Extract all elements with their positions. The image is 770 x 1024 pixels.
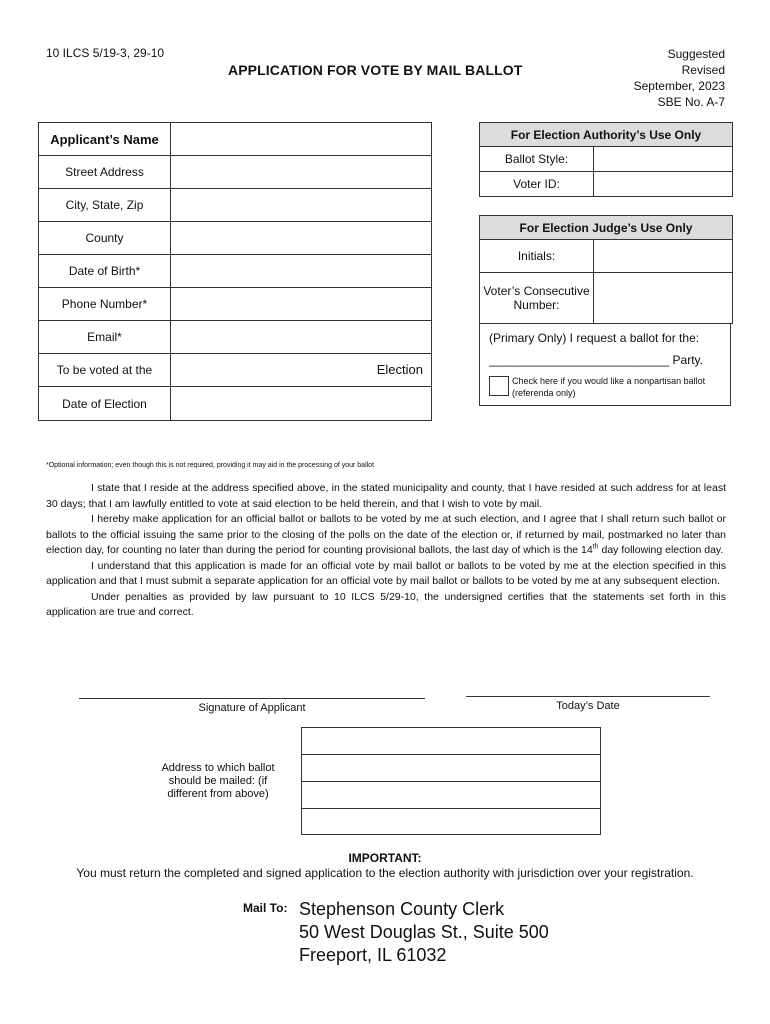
city-state-zip-row: [39, 189, 431, 222]
mailing-address-box: [301, 727, 601, 835]
form-revision-info: [634, 46, 725, 110]
mail-to-line: Freeport, IL 61032: [299, 945, 447, 965]
date-of-birth-row: [39, 255, 431, 288]
county-label: County: [39, 222, 171, 254]
phone-number-field[interactable]: [171, 288, 431, 320]
initials-row: [480, 240, 732, 273]
applicant-info-table: [38, 122, 432, 421]
nonpartisan-checkbox-label: Check here if you would like a nonpartisan ballot (referenda only): [512, 376, 706, 398]
election-judge-heading: For Election Judge’s Use Only: [480, 216, 732, 240]
mailing-address-line[interactable]: [302, 809, 600, 834]
date-of-election-row: [39, 387, 431, 420]
important-text: You must return the completed and signed application to the election authority with jurisdiction over your registration.: [76, 866, 694, 880]
applicant-name-label: Applicant’s Name: [39, 123, 171, 155]
mail-to-line: 50 West Douglas St., Suite 500: [299, 922, 549, 942]
election-suffix: Election: [376, 362, 423, 377]
statement-understanding: I understand that this application is made for an official vote by mail ballot or ballots to be voted by me at the election specified in this application and that I must submit a separate application for an official vote by mail ballot or ballots to be voted by me at any subsequent election.: [46, 559, 726, 587]
superscript-th: th: [592, 543, 599, 551]
consecutive-number-label: Voter’s Consecutive Number:: [480, 273, 594, 323]
form-title: APPLICATION FOR VOTE BY MAIL BALLOT: [228, 62, 523, 78]
primary-ballot-box: [479, 324, 731, 406]
phone-number-label: Phone Number*: [39, 288, 171, 320]
signature-line[interactable]: [79, 698, 425, 699]
phone-number-row: [39, 288, 431, 321]
statement-application-end: day following election day.: [598, 544, 724, 556]
statement-certification: Under penalties as provided by law pursuant to 10 ILCS 5/29-10, the undersigned certifies that the statements set forth in this application are true and correct.: [46, 590, 726, 618]
voter-id-row: [480, 172, 732, 196]
election-type-row: [39, 354, 431, 387]
mail-to-label: Mail To:: [243, 901, 288, 915]
revision-line: SBE No. A-7: [657, 95, 725, 109]
statute-reference: 10 ILCS 5/19-3, 29-10: [46, 46, 165, 60]
email-field[interactable]: [171, 321, 431, 353]
city-state-zip-label: City, State, Zip: [39, 189, 171, 221]
applicant-statements: [46, 481, 726, 621]
street-address-field[interactable]: [171, 156, 431, 188]
date-of-election-label: Date of Election: [39, 387, 171, 420]
voter-id-label: Voter ID:: [480, 172, 594, 196]
street-address-row: [39, 156, 431, 189]
date-of-election-field[interactable]: [171, 387, 431, 420]
signature-label: Signature of Applicant: [198, 702, 306, 714]
date-label: Today’s Date: [556, 700, 620, 712]
email-row: [39, 321, 431, 354]
mailing-address-line[interactable]: [302, 728, 600, 755]
election-authority-box: [479, 122, 733, 197]
statement-application-text: I hereby make application for an official ballot or ballots to be voted by me at such election, and I agree that I shall return such ballot or ballots to the official issuing the same prior to the closing of the polls on the date of the election or, if returned by mail, postmarked no later than election day, for counting no later than during the period for counting provisional ballots, the last day of which is the 14: [46, 513, 726, 556]
important-heading: IMPORTANT:: [348, 851, 422, 865]
nonpartisan-checkbox[interactable]: [489, 376, 509, 396]
primary-request-text: (Primary Only) I request a ballot for the:: [489, 331, 700, 345]
statement-residence: I state that I reside at the address specified above, in the stated municipality and county, that I have resided at such address for at least 30 days; that I am lawfully entitled to vote at said election to be held therein, and that I wish to vote by mail.: [46, 482, 726, 510]
revision-line: Suggested: [667, 47, 725, 61]
revision-line: Revised: [681, 63, 725, 77]
mailing-address-line[interactable]: [302, 782, 600, 809]
county-row: [39, 222, 431, 255]
election-judge-box: [479, 215, 733, 324]
county-field[interactable]: [171, 222, 431, 254]
date-of-birth-field[interactable]: [171, 255, 431, 287]
applicant-name-field[interactable]: [171, 123, 431, 155]
mail-to-line: Stephenson County Clerk: [299, 899, 505, 919]
city-state-zip-field[interactable]: [171, 189, 431, 221]
initials-label: Initials:: [480, 240, 594, 272]
date-of-birth-label: Date of Birth*: [39, 255, 171, 287]
date-line[interactable]: [466, 696, 710, 697]
street-address-label: Street Address: [39, 156, 171, 188]
party-line[interactable]: ___________________________ Party.: [489, 353, 703, 367]
consecutive-number-row: [480, 273, 732, 323]
applicant-name-row: [39, 123, 431, 156]
mail-to-address: [299, 898, 549, 967]
mailing-address-label: Address to which ballot should be mailed: (if different from above): [161, 762, 275, 800]
optional-footnote: *Optional information; even though this is not required, providing it may aid in the processing of your ballot: [46, 462, 375, 469]
ballot-style-row: [480, 147, 732, 172]
ballot-style-label: Ballot Style:: [480, 147, 594, 171]
mailing-address-line[interactable]: [302, 755, 600, 782]
election-type-label: To be voted at the: [39, 354, 171, 386]
election-authority-heading: For Election Authority’s Use Only: [480, 123, 732, 147]
statement-application: [46, 512, 726, 559]
email-label: Email*: [39, 321, 171, 353]
revision-line: September, 2023: [633, 79, 725, 93]
